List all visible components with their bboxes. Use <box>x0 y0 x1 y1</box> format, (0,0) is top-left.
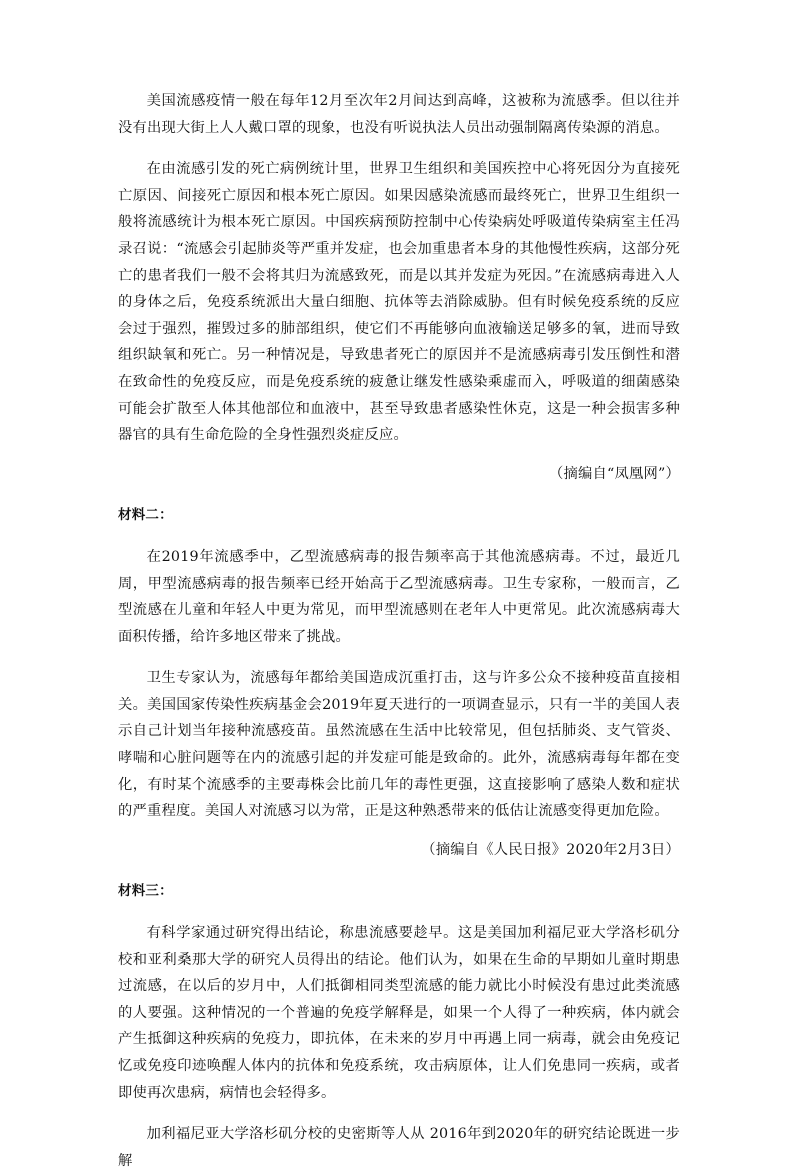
paragraph-influenza-types: 在2019年流感季中，乙型流感病毒的报告频率高于其他流感病毒。不过，最近几周，甲型流感病毒的报告频率已经开始高于乙型流感病毒。卫生专家称，一般而言，乙型流感在儿童和年轻人中更为常见，而甲型流感则在老年人中更常见。此次流感病毒大面积传播，给许多地区带来了挑战。 <box>118 548 680 645</box>
paragraph-vaccination: 卫生专家认为，流感每年都给美国造成沉重打击，这与许多公众不接种疫苗直接相关。美国国家传染性疾病基金会2019年夏天进行的一项调查显示，只有一半的美国人表示自己计划当年接种流感疫苗。虽然流感在生活中比较常见，但包括肺炎、支气管炎、哮喘和心脏问题等在内的流感引起的并发症可能是致命的。此外，流感病毒每年都在变化，有时某个流感季的主要毒株会比前几年的毒性更强，这直接影响了感染人数和症状的严重程度。美国人对流感习以为常，正是这种熟悉带来的低估让流感变得更加危险。 <box>118 670 680 820</box>
source-citation-2: （摘编自《人民日报》2020年2月3日） <box>421 841 680 858</box>
section-heading-material-3: 材料三： <box>118 883 173 900</box>
section-heading-material-2: 材料二： <box>118 507 173 524</box>
paragraph-flu-season: 美国流感疫情一般在每年12月至次年2月间达到高峰，这被称为流感季。但以往并没有出现大街上人人戴口罩的现象，也没有听说执法人员出动强制隔离传染源的消息。 <box>118 93 680 136</box>
paragraph-early-infection: 有科学家通过研究得出结论，称患流感要趁早。这是美国加利福尼亚大学洛杉矶分校和亚利桑那大学的研究人员得出的结论。他们认为，如果在生命的早期如儿童时期患过流感，在以后的岁月中，人们抵御相同类型流感的能力就比小时候没有患过此类流感的人要强。这种情况的一个普遍的免疫学解释是，如果一个人得了一种疾病，体内就会产生抵御这种疾病的免疫力，即抗体，在未来的岁月中再遇上同一病毒，就会由免疫记忆或免疫印迹唤醒人体内的抗体和免疫系统，攻击病原体，让人们免患同一疾病，或者即使再次患病，病情也会轻得多。 <box>118 925 680 1101</box>
paragraph-death-statistics: 在由流感引发的死亡病例统计里，世界卫生组织和美国疾控中心将死因分为直接死亡原因、间接死亡原因和根本死亡原因。如果因感染流感而最终死亡，世界卫生组织一般将流感统计为根本死亡原因。中国疾病预防控制中心传染病处呼吸道传染病室主任冯录召说：“流感会引起肺炎等严重并发症，也会加重患者本身的其他慢性疾病，这部分死亡的患者我们一般不会将其归为流感致死，而是以其并发症为死因。”在流感病毒进入人的身体之后，免疫系统派出大量白细胞、抗体等去消除威胁。但有时候免疫系统的反应会过于强烈，摧毁过多的肺部组织，使它们不再能够向血液输送足够多的氧，进而导致组织缺氧和死亡。另一种情况是，导致患者死亡的原因并不是流感病毒引发压倒性和潜在致命性的免疫反应，而是免疫系统的疲惫让继发性感染乘虚而入，呼吸道的细菌感染可能会扩散至人体其他部位和血液中，甚至导致患者感染性休克，这是一种会损害多种器官的具有生命危险的全身性强烈炎症反应。 <box>118 161 680 444</box>
document-page <box>118 88 680 1174</box>
source-citation-1: （摘编自“凤凰网”） <box>549 465 680 482</box>
paragraph-research-continued: 加利福尼亚大学洛杉矶分校的史密斯等人从 2016年到2020年的研究结论既进一步解 <box>118 1126 680 1169</box>
